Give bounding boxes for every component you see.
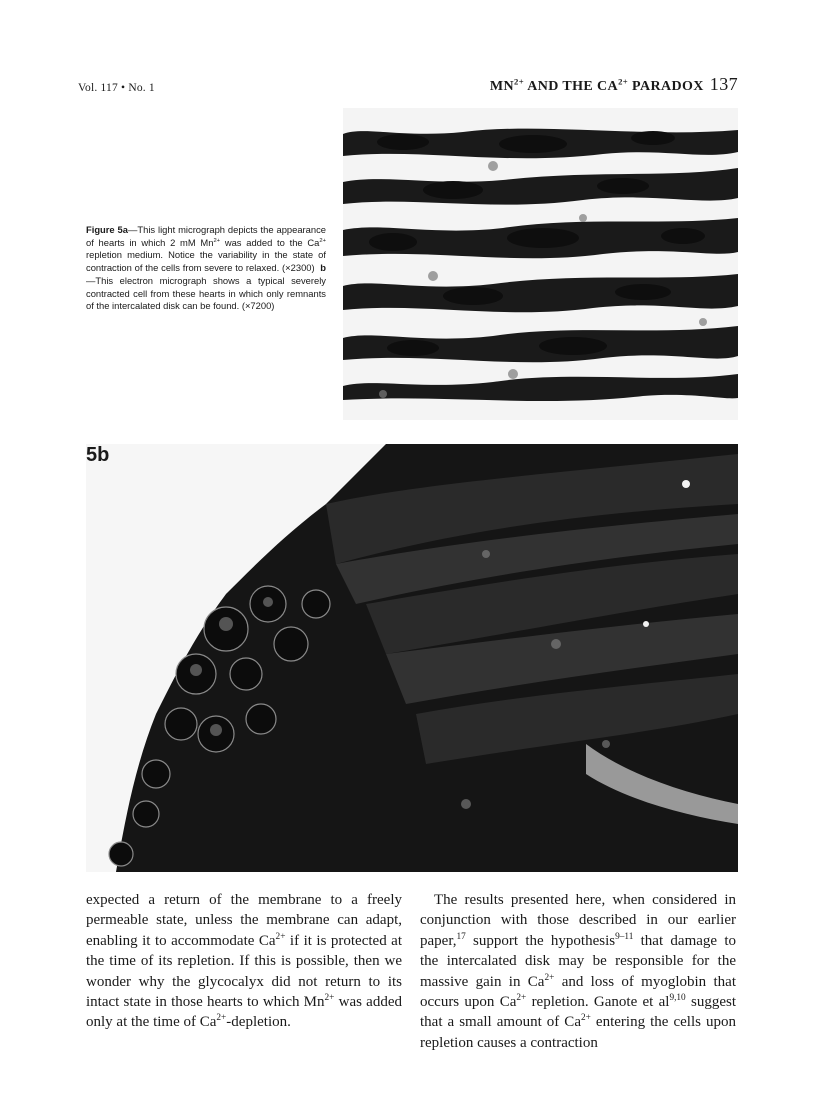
body-text: if it is protected at the time of its repletion. If this is possible, then we wonder why the glycocalyx did not return to its intact state in those hearts to which Mn: [86, 932, 402, 1011]
figure-caption: [86, 224, 326, 313]
caption-label-b: b: [320, 262, 326, 274]
superscript: 2+: [216, 1013, 227, 1024]
citation: 17: [456, 931, 466, 942]
body-text: was added only at the time of Ca: [86, 994, 402, 1031]
journal-issue: Vol. 117 • No. 1: [78, 82, 155, 94]
superscript: 2+: [275, 931, 286, 942]
caption-text: —This electron micrograph shows a typical severely contracted cell from these hearts in which only remnants of the intercalated disk can be found. (×7200): [86, 274, 326, 312]
running-title-part: AND THE CA: [524, 79, 619, 94]
running-title-part: PARADOX: [628, 79, 704, 94]
body-text: that damage to the intercalated disk may be responsible for the massive gain in Ca: [420, 932, 736, 990]
body-text: -depletion.: [226, 1014, 291, 1031]
body-text: suggest that a small amount of Ca: [420, 994, 736, 1031]
micrograph-image: [86, 444, 738, 872]
citation: 9,10: [669, 993, 686, 1004]
body-text: expected a return of the membrane to a freely permeable state, unless the membrane can adapt, enabling it to accommodate Ca: [86, 892, 402, 949]
figure-5a-light-micrograph: [343, 108, 738, 420]
body-text: entering the cells upon repletion causes a contraction: [420, 1014, 736, 1051]
page-number: 137: [709, 74, 738, 94]
superscript: 2+: [213, 237, 221, 244]
panel-label-5b: 5b: [86, 444, 110, 466]
caption-text: —This light micrograph depicts the appearance of hearts in which 2 mM Mn: [86, 224, 326, 248]
caption-label-a: Figure 5a: [86, 224, 128, 235]
body-text: The results presented here, when considered in conjunction with those described in our earlier paper,: [420, 892, 736, 949]
figure-5b-electron-micrograph: [86, 444, 738, 872]
body-column-left: [86, 890, 402, 1033]
superscript: 2+: [516, 993, 527, 1004]
superscript: 2+: [513, 76, 525, 87]
superscript: 2+: [324, 993, 335, 1004]
body-column-right: [420, 890, 736, 1053]
micrograph-image: [343, 108, 738, 420]
running-title: [490, 74, 738, 95]
caption-text: repletion medium. Notice the variability in the state of contraction of the cells from severe to relaxed. (×2300): [86, 249, 326, 274]
superscript: 2+: [544, 972, 555, 983]
superscript: 2+: [580, 1013, 591, 1024]
superscript: 2+: [319, 237, 326, 244]
running-title-part: MN: [489, 79, 514, 94]
body-text: and loss of myoglobin that occurs upon Ca: [420, 973, 736, 1011]
caption-text: was added to the Ca: [220, 236, 320, 248]
superscript: 2+: [618, 76, 629, 87]
body-text: repletion. Ganote et al: [526, 994, 670, 1011]
body-text: support the hypothesis: [465, 932, 616, 949]
citation: 9–11: [615, 931, 634, 942]
